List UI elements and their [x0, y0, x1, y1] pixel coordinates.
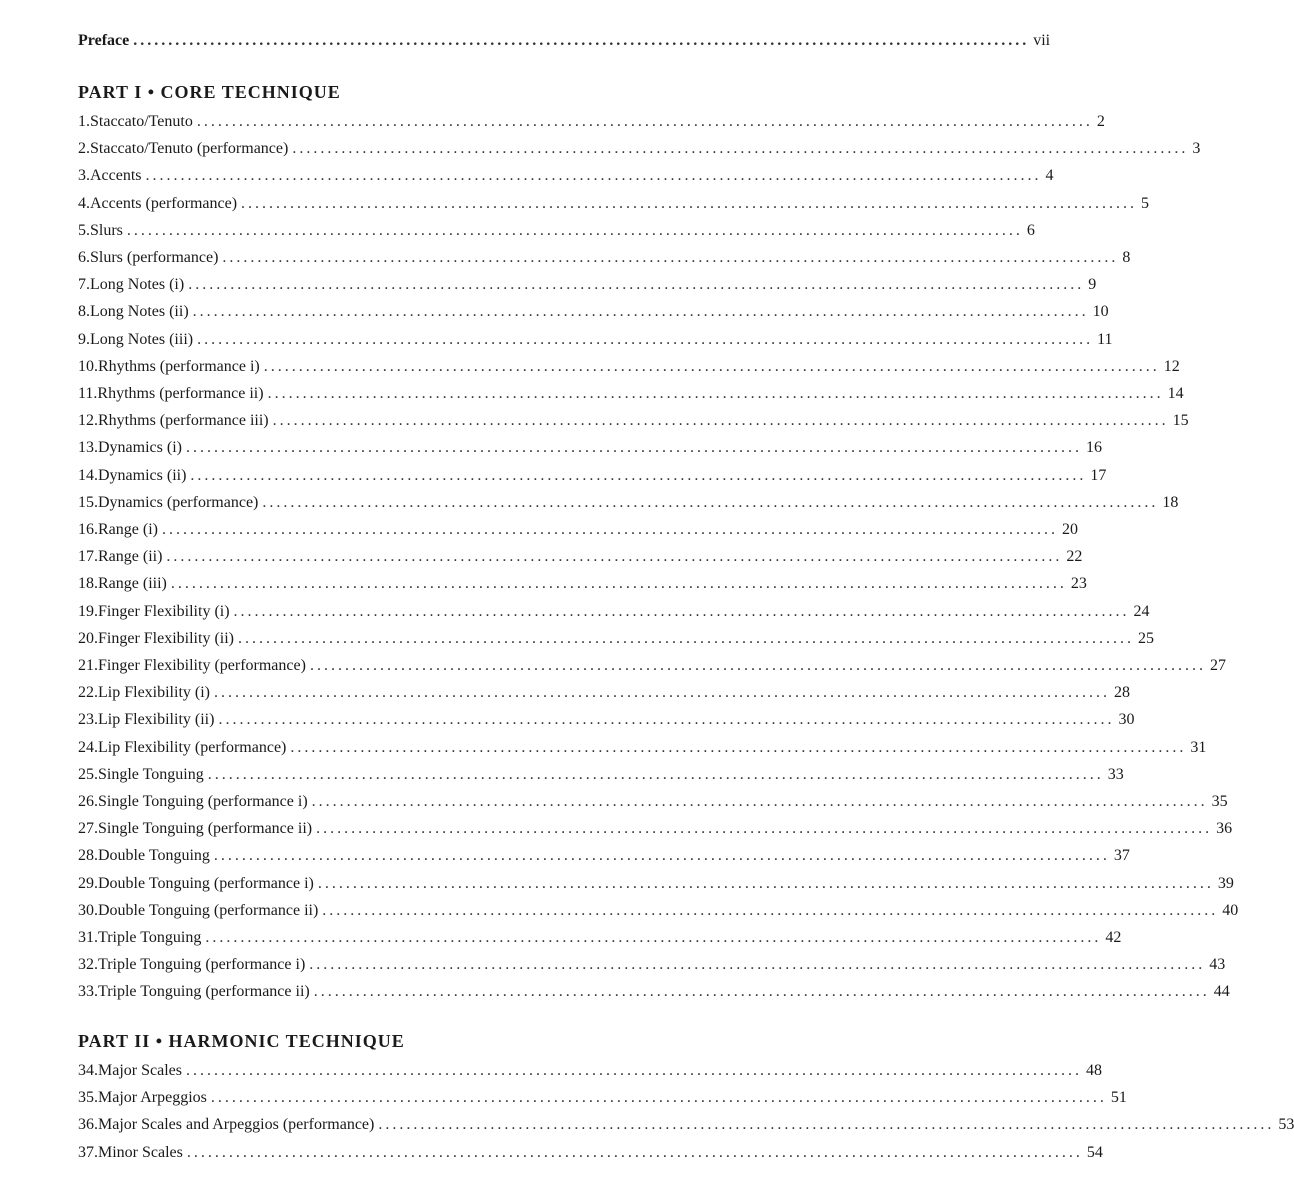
entry-title: Triple Tonguing: [98, 929, 202, 946]
toc-entry[interactable]: [78, 1111, 1294, 1138]
entry-page-number: 8: [1122, 249, 1131, 266]
entry-number: 23.: [78, 711, 98, 729]
toc-entry-preface[interactable]: [78, 27, 1051, 54]
toc-entry[interactable]: [78, 162, 1054, 189]
entry-number: 33.: [78, 983, 98, 1001]
entry-title: Long Notes (ii): [90, 303, 189, 321]
dot-leader: ................................................................................................................................: [196, 113, 1093, 130]
part-heading: PART I • CORE TECHNIQUE: [78, 82, 341, 102]
dot-leader: ................................................................................................................................: [322, 901, 1219, 919]
entry-title: Range (ii): [98, 548, 163, 566]
entry-title: Single Tonguing: [98, 765, 204, 783]
entry-title: Finger Flexibility (i): [98, 602, 230, 620]
dot-leader: ................................................................................................................................: [197, 330, 1094, 348]
toc-entry[interactable]: [78, 679, 1130, 706]
toc-entry[interactable]: [78, 951, 1226, 978]
toc-entry[interactable]: [78, 380, 1184, 407]
dot-leader: ................................................................................................................................: [262, 493, 1159, 511]
entry-page-number: 37: [1113, 847, 1130, 865]
dot-leader: ................................................................................................................................: [263, 357, 1160, 375]
entry-number: 12.: [78, 412, 98, 430]
entry-title: Long Notes (iii): [90, 330, 194, 348]
toc-entry[interactable]: [78, 543, 1083, 570]
toc-entry[interactable]: [78, 298, 1109, 325]
dot-leader: ................................................................................................................................: [241, 194, 1138, 212]
dot-leader: ................................................................................................................................: [145, 167, 1042, 185]
part-heading: PART II • HARMONIC TECHNIQUE: [78, 1031, 405, 1051]
entry-number: 29.: [78, 874, 98, 892]
entry-page-number: 24: [1133, 602, 1150, 620]
entry-title: Major Arpeggios: [98, 1089, 207, 1107]
toc-entry[interactable]: [78, 1084, 1127, 1111]
entry-title: Staccato/Tenuto: [90, 113, 193, 130]
entry-page-number: 51: [1110, 1089, 1127, 1107]
entry-title: Lip Flexibility (performance): [98, 738, 287, 756]
dot-leader: ................................................................................................................................: [292, 140, 1189, 158]
entry-title: Dynamics (ii): [98, 466, 187, 484]
entry-title: Rhythms (performance iii): [98, 412, 269, 430]
entry-title: Finger Flexibility (ii): [98, 629, 234, 647]
toc-entry[interactable]: [78, 135, 1201, 162]
entry-number: 19.: [78, 602, 98, 620]
entry-number: 27.: [78, 820, 98, 838]
entry-page-number: 2: [1096, 113, 1105, 130]
dot-leader: ................................................................................................................................: [126, 221, 1023, 239]
dot-leader: ................................................................................................................................: [316, 820, 1213, 838]
toc-entry[interactable]: [78, 761, 1124, 788]
entry-number: 9.: [78, 330, 90, 348]
entry-title: Long Notes (i): [90, 276, 185, 294]
entry-title: Major Scales and Arpeggios (performance): [98, 1116, 375, 1134]
entry-number: 14.: [78, 466, 98, 484]
entry-title: Dynamics (i): [98, 439, 182, 457]
entry-title: Triple Tonguing (performance i): [98, 956, 306, 974]
entry-title: Lip Flexibility (i): [98, 684, 210, 702]
toc-entry[interactable]: [78, 353, 1180, 380]
entry-number: 8.: [78, 303, 90, 321]
dot-leader: ................................................................................................................................: [233, 602, 1130, 620]
entry-page-number: 18: [1162, 493, 1179, 511]
dot-leader: ................................................................................................................................: [290, 738, 1187, 756]
dot-leader: ................................................................................................................................: [214, 684, 1110, 702]
entry-number: 25.: [78, 765, 98, 783]
entry-number: 11.: [78, 385, 98, 402]
entry-page-number: 33: [1107, 765, 1124, 783]
entry-page-number: 44: [1213, 983, 1230, 1001]
entry-number: 1.: [78, 113, 90, 130]
entry-page-number: 14: [1167, 385, 1184, 402]
dot-leader: ................................................................................................................................: [378, 1116, 1275, 1134]
entry-number: 4.: [78, 194, 90, 212]
entry-number: 36.: [78, 1116, 98, 1134]
toc-entry[interactable]: [78, 434, 1102, 461]
entry-page-number: 53: [1278, 1116, 1294, 1134]
toc-entry[interactable]: [78, 516, 1078, 543]
dot-leader: ................................................................................................................................: [185, 439, 1082, 457]
entry-number: 15.: [78, 493, 98, 511]
dot-leader: ................................................................................................................................: [222, 249, 1119, 266]
entry-page-number: 43: [1209, 956, 1226, 974]
dot-leader: ................................................................................................................................: [311, 793, 1208, 810]
entry-title: Accents: [90, 167, 142, 185]
dot-leader: ................................................................................................................................: [186, 1143, 1083, 1161]
entry-number: 22.: [78, 684, 98, 702]
entry-number: 13.: [78, 439, 98, 457]
entry-number: 18.: [78, 575, 98, 593]
toc-entry[interactable]: [78, 271, 1097, 298]
toc-entry[interactable]: [78, 1057, 1102, 1084]
entry-number: 7.: [78, 276, 90, 294]
toc-entry[interactable]: [78, 489, 1179, 516]
entry-number: 35.: [78, 1089, 98, 1107]
entry-page-number: 15: [1172, 412, 1189, 430]
entry-title: Range (iii): [98, 575, 167, 593]
dot-leader: ................................................................................................................................: [207, 765, 1104, 783]
toc-entry[interactable]: [78, 244, 1131, 271]
entry-page-number: 23: [1070, 575, 1087, 593]
dot-leader: ................................................................................................................................: [161, 521, 1058, 538]
entry-page-number: 22: [1066, 548, 1083, 566]
toc-entry[interactable]: [78, 924, 1122, 951]
entry-number: 37.: [78, 1143, 98, 1161]
entry-page-number: 12: [1163, 357, 1180, 375]
entry-page-number: 48: [1085, 1062, 1102, 1079]
dot-leader: ................................................................................................................................: [317, 874, 1214, 892]
toc-entry[interactable]: [78, 108, 1105, 135]
entry-number: 6.: [78, 249, 90, 266]
entry-title: Single Tonguing (performance ii): [98, 820, 313, 838]
entry-page-number: 25: [1138, 629, 1154, 647]
dot-leader: ................................................................................................................................: [166, 548, 1063, 566]
entry-page-number: 5: [1141, 194, 1150, 212]
dot-leader: ................................................................................................................................: [218, 711, 1115, 729]
entry-page-number: 4: [1045, 167, 1054, 185]
entry-page-number: 35: [1211, 793, 1228, 810]
entry-page-number: 10: [1092, 303, 1109, 321]
entry-title: Range (i): [98, 521, 158, 538]
dot-leader: ................................................................................................................................: [205, 929, 1102, 946]
entry-number: 26.: [78, 793, 98, 810]
entry-page-number: 39: [1217, 874, 1234, 892]
entry-number: 16.: [78, 521, 98, 538]
toc-entry[interactable]: [78, 815, 1233, 842]
entry-title: Minor Scales: [98, 1143, 183, 1161]
entry-number: 30.: [78, 901, 98, 919]
toc-entry[interactable]: [78, 570, 1087, 597]
entry-title: Single Tonguing (performance i): [98, 793, 308, 810]
dot-leader: ................................................................................................................................: [309, 956, 1206, 974]
entry-number: 24.: [78, 738, 98, 756]
toc-entry[interactable]: [78, 734, 1207, 761]
entry-number: 28.: [78, 847, 98, 865]
entry-page-number: 11: [1097, 330, 1113, 348]
entry-title: Staccato/Tenuto (performance): [90, 140, 289, 158]
entry-page-number: 3: [1192, 140, 1201, 158]
entry-page-number: 17: [1090, 466, 1107, 484]
toc-entry[interactable]: [78, 788, 1228, 815]
dot-leader: ................................................................................................................................: [188, 276, 1085, 294]
entry-title: Rhythms (performance i): [98, 357, 260, 375]
entry-page-number: 36: [1216, 820, 1233, 838]
dot-leader: ................................................................................................................................: [313, 983, 1210, 1001]
entry-title: Dynamics (performance): [98, 493, 259, 511]
entry-page-number: 6: [1026, 221, 1035, 239]
entry-number: 10.: [78, 357, 98, 375]
entry-page-number: 16: [1085, 439, 1102, 457]
toc-entry[interactable]: [78, 462, 1107, 489]
entry-number: 34.: [78, 1062, 98, 1079]
entry-title: Triple Tonguing (performance ii): [98, 983, 310, 1001]
dot-leader: ................................................................................................................................: [238, 629, 1134, 647]
toc-entry[interactable]: [78, 842, 1130, 869]
entry-title: Slurs (performance): [90, 249, 219, 266]
entry-page-number: 27: [1209, 657, 1226, 674]
dot-leader: ................................................................................................................................: [210, 1089, 1107, 1107]
dot-leader: ................................................................................................................................: [133, 32, 1030, 49]
entry-title: Major Scales: [98, 1062, 182, 1079]
dot-leader: ................................................................................................................................: [309, 657, 1206, 674]
toc-entry[interactable]: [78, 870, 1234, 897]
entry-page-number: 42: [1105, 929, 1122, 946]
entry-page-number: 30: [1118, 711, 1135, 729]
entry-title: Lip Flexibility (ii): [98, 711, 215, 729]
entry-number: 21.: [78, 657, 98, 674]
entry-page-number: vii: [1033, 32, 1051, 49]
toc-entry[interactable]: [78, 978, 1230, 1005]
entry-number: 31.: [78, 929, 98, 946]
entry-title: Double Tonguing: [98, 847, 210, 865]
entry-page-number: 40: [1222, 901, 1239, 919]
dot-leader: ................................................................................................................................: [213, 847, 1110, 865]
toc-entry[interactable]: [78, 407, 1189, 434]
toc-entry[interactable]: [78, 217, 1035, 244]
toc-entry[interactable]: [78, 652, 1226, 679]
dot-leader: ................................................................................................................................: [185, 1062, 1082, 1079]
entry-page-number: 20: [1061, 521, 1078, 538]
entry-number: 32.: [78, 956, 98, 974]
entry-title: Rhythms (performance ii): [97, 385, 264, 402]
entry-number: 17.: [78, 548, 98, 566]
entry-title: Preface: [78, 32, 130, 49]
dot-leader: ................................................................................................................................: [170, 575, 1067, 593]
entry-page-number: 31: [1190, 738, 1207, 756]
entry-title: Double Tonguing (performance i): [98, 874, 314, 892]
entry-title: Double Tonguing (performance ii): [98, 901, 319, 919]
toc-entry[interactable]: [78, 598, 1150, 625]
toc-entry[interactable]: [78, 706, 1135, 733]
toc-entry[interactable]: [78, 1139, 1103, 1166]
toc-entry[interactable]: [78, 625, 1154, 652]
toc-entry[interactable]: [78, 326, 1113, 353]
entry-page-number: 54: [1086, 1143, 1103, 1161]
dot-leader: ................................................................................................................................: [272, 412, 1169, 430]
entry-title: Accents (performance): [90, 194, 238, 212]
entry-number: 3.: [78, 167, 90, 185]
entry-number: 2.: [78, 140, 90, 158]
dot-leader: ................................................................................................................................: [267, 385, 1164, 402]
entry-title: Slurs: [90, 221, 123, 239]
entry-page-number: 9: [1088, 276, 1097, 294]
entry-number: 5.: [78, 221, 90, 239]
dot-leader: ................................................................................................................................: [190, 466, 1087, 484]
toc-entry[interactable]: [78, 897, 1239, 924]
entry-number: 20.: [78, 629, 98, 647]
entry-title: Finger Flexibility (performance): [98, 657, 306, 674]
dot-leader: ................................................................................................................................: [192, 303, 1089, 321]
entry-page-number: 28: [1114, 684, 1130, 702]
toc-entry[interactable]: [78, 190, 1150, 217]
